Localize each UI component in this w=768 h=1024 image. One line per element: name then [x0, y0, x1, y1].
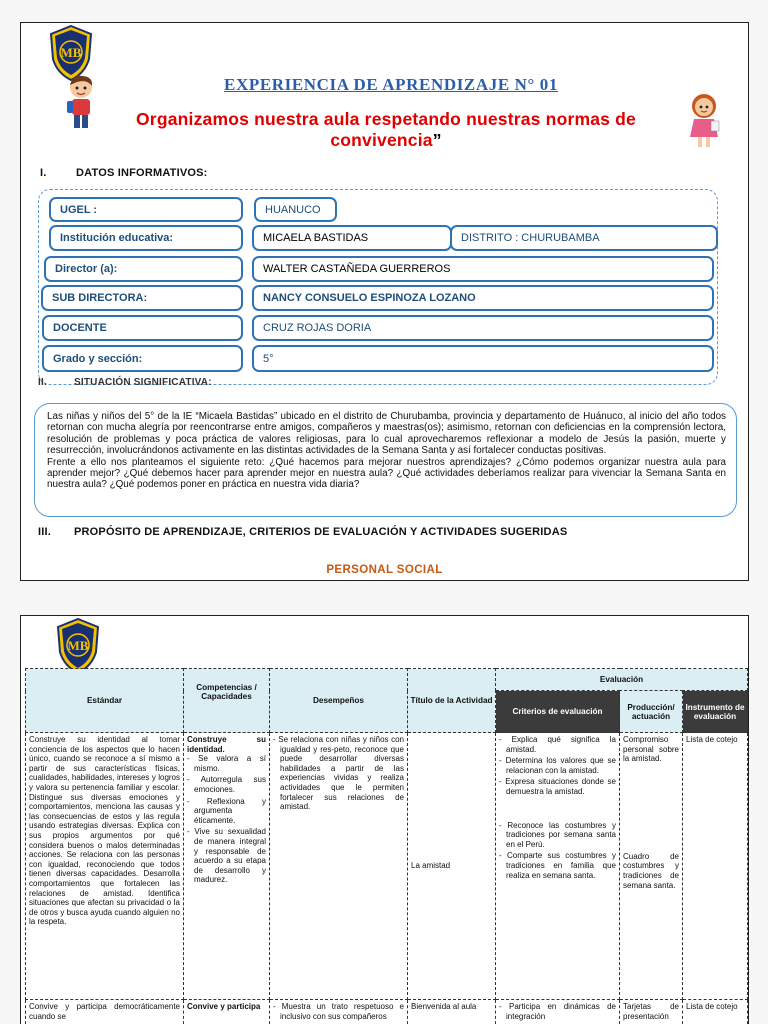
svg-text:MB: MB	[60, 45, 82, 60]
learning-purpose-table	[25, 668, 748, 1024]
header-evaluacion: Evaluación	[496, 669, 748, 691]
main-title: Organizamos nuestra aula respetando nuestras normas de convivencia”	[136, 109, 636, 150]
district-field: DISTRITO : CHURUBAMBA	[450, 225, 718, 251]
row2-criterio: - Participa en dinámicas de integración	[496, 1000, 620, 1024]
grade-label: Grado y sección:	[42, 345, 243, 372]
significant-situation-box	[34, 403, 737, 517]
ugel-value: HUANUCO	[254, 197, 337, 222]
row1-desempeno: - Se relaciona con niñas y niños con igualdad y res-peto, reconoce que puede desarrollar diversas habilidades a partir de las experiencias vividas y realiza actividades que le permiten fortalecer sus relaciones de amistad.	[270, 733, 408, 1000]
header-desempenos: Desempeños	[270, 669, 408, 733]
row1-produccion: Compromiso personal sobre la amistad. Cuadro de costumbres y tradiciones de semana santa.	[620, 733, 683, 1000]
header-titulo: Título de la Actividad	[408, 669, 496, 733]
row1-competencias: Construye su identidad. - Se valora a sí mismo. - Autorregula sus emociones. - Reflexiona y argumenta éticamente. - Vive su sexualidad de manera integral y responsable de acuerdo a su etapa de desarrollo y madurez.	[184, 733, 270, 1000]
svg-text:MB: MB	[67, 638, 89, 653]
docente-label: DOCENTE	[42, 315, 243, 341]
header-competencias: Competencias / Capacidades	[184, 669, 270, 733]
subdirector-value: NANCY CONSUELO ESPINOZA LOZANO	[252, 285, 714, 311]
school-logo-shield-icon	[56, 618, 100, 674]
row1-criterios: - Explica qué significa la amistad. - Determina los valores que se relacionan con la amistad. - Expresa situaciones donde se demuestra la amistad. - Reconoce las costumbres y tradiciones por semana santa en el Perú. - Comparte sus costumbres y tradiciones en familia que realiza en semana santa.	[496, 733, 620, 1000]
header-criterios: Criterios de evaluación	[496, 691, 620, 733]
row2-titulo: Bienvenida al aula	[408, 1000, 496, 1024]
row1-estandar: Construye su identidad al tomar conciencia de los aspectos que lo hacen único, cuando se reconoce a sí mismo a partir de sus características físicas, cualidades, habilidades, intereses y logros y valora su pertenencia familiar y escolar. Distingue sus diversas emociones y comportamientos, menciona las causas y las consecuencias de estos y las regula usando estrategias diversas. Explica con sus propios argumentos por qué considera buenos o malos determinadas acciones. Se relaciona con las personas con igualdad, reconociendo que todos tienen diversas capacidades. Desarrolla comportamientos que fortalecen las relaciones de amistad. Identifica situaciones que afectan su privacidad o la de otros y busca ayuda cuando alguien no la respeta.	[26, 733, 184, 1000]
experience-title: EXPERIENCIA DE APRENDIZAJE N° 01	[224, 75, 558, 94]
institution-value: MICAELA BASTIDAS	[252, 225, 452, 251]
table-row	[26, 733, 748, 1000]
row2-instrumento: Lista de cotejo	[683, 1000, 748, 1024]
ugel-label: UGEL :	[49, 197, 243, 222]
row2-competencia: Convive y participa	[184, 1000, 270, 1024]
director-label: Director (a):	[44, 256, 243, 282]
header-instrumento: Instrumento de evaluación	[683, 691, 748, 733]
row2-desempeno: - Muestra un trato respetuoso e inclusivo con sus compañeros	[270, 1000, 408, 1024]
institution-label: Institución educativa:	[49, 225, 243, 251]
header-estandar: Estándar	[26, 669, 184, 733]
section-1-heading: I. DATOS INFORMATIVOS:	[40, 167, 208, 179]
grade-value: 5°	[252, 345, 714, 372]
director-value: WALTER CASTAÑEDA GUERREROS	[252, 256, 714, 282]
header-produccion: Producción/ actuación	[620, 691, 683, 733]
subdirector-label: SUB DIRECTORA:	[41, 285, 243, 311]
situation-paragraph-1: Las niñas y niños del 5° de la IE “Micaela Bastidas” ubicado en el distrito de Churubamba, provincia y departamento de Huánuco, al inicio del año todos retornan con mucha alegría por reencontrarse entre amigos, compañeros y maestras(os); asimismo, retornan con deficiencias en la comprensión lectora, resolución de problemas y poca práctica de valores religiosas, para lo cual aprovecharemos reflexionar a modelo de Jesús la pasión, muerte y resurrección, involucrándonos activamente en las distintas actividades de la Semana Santa y así fortalecer conductas positivas.	[47, 411, 726, 457]
section-2-heading: II. SITUACIÓN SIGNIFICATIVA:	[38, 377, 212, 388]
docente-value: CRUZ ROJAS DORIA	[252, 315, 714, 341]
section-3-heading: III. PROPÓSITO DE APRENDIZAJE, CRITERIOS DE EVALUACIÓN Y ACTIVIDADES SUGERIDAS	[38, 526, 568, 538]
row1-titulo: La amistad	[408, 733, 496, 1000]
area-title: PERSONAL SOCIAL	[326, 564, 443, 576]
document-page-1	[20, 22, 749, 581]
table-row	[26, 1000, 748, 1024]
situation-paragraph-2: Frente a ello nos planteamos el siguiente reto: ¿Qué hacemos para mejorar nuestros aprendizajes? ¿Cómo podemos organizar nuestra aula para aprender mejor? ¿Qué debemos hacer para aprender mejor en nuestra aula? ¿Qué actividades deberíamos realizar para vivenciar la Semana Santa en nuestra aula? ¿Qué podemos poner en práctica en nuestra vida diaria?	[47, 456, 726, 491]
row1-instrumento: Lista de cotejo	[683, 733, 748, 1000]
row2-estandar: Convive y participa democráticamente cuando se	[26, 1000, 184, 1024]
row2-produccion: Tarjetas de presentación	[620, 1000, 683, 1024]
document-page-2	[20, 615, 749, 1024]
